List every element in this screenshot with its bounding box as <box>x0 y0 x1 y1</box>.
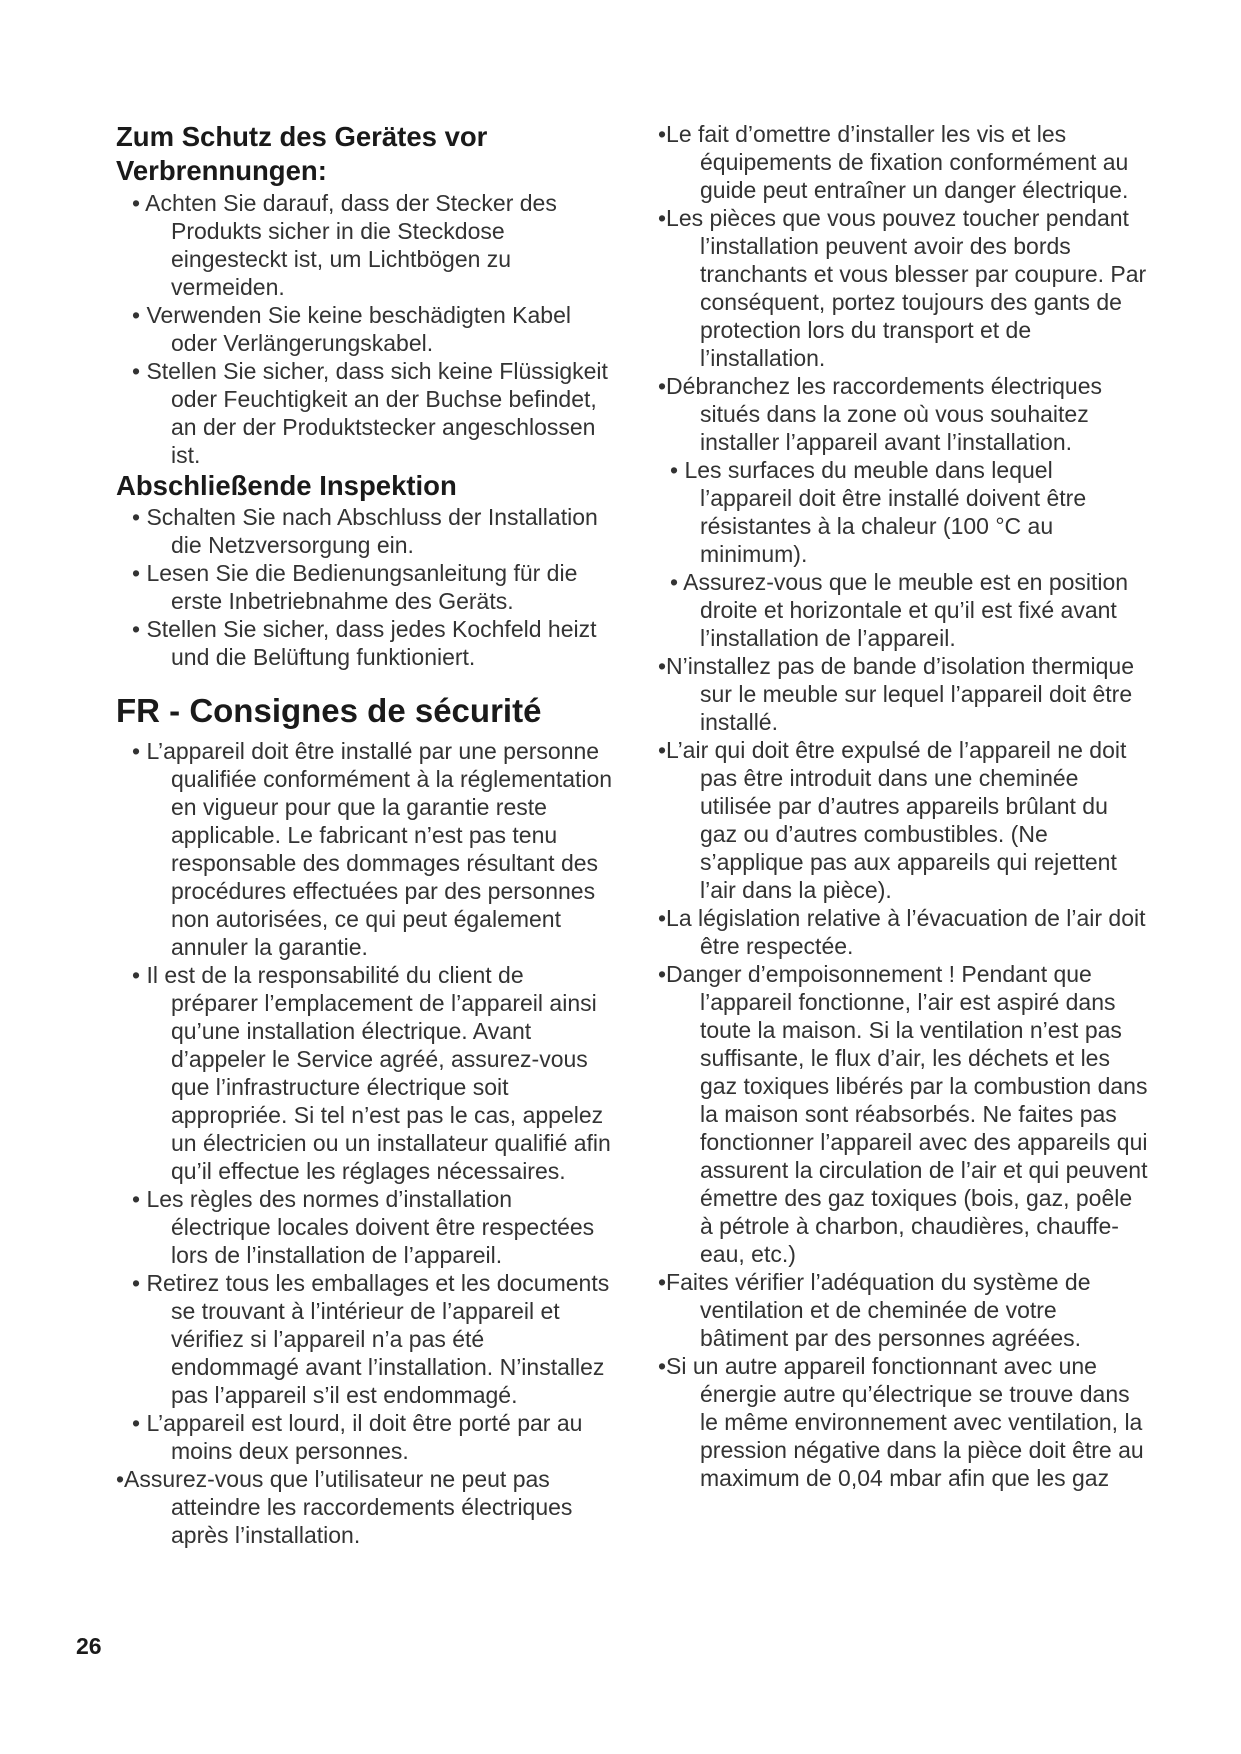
list-item: •Si un autre appareil fonctionnant avec une énergie autre qu’électrique se trouve dans le même environnement avec ventilation, la pression négative dans la pièce doit être au maximum de 0,04 mbar afin que les gaz <box>658 1353 1144 1491</box>
list-item: • Achten Sie darauf, dass der Stecker des Produkts sicher in die Steckdose eingesteckt ist, um Lichtbögen zu vermeiden. <box>132 190 557 300</box>
list-item: •Danger d’empoisonnement ! Pendant que l’appareil fonctionne, l’air est aspiré dans toute la maison. Si la ventilation n’est pas suffisante, le flux d’air, les déchets et les gaz toxiques libérés par la combustion dans la maison sont réabsorbés. Ne faites pas fonctionner l’appareil avec des appareils qui assurent la circulation de l’air et qui peuvent émettre des gaz toxiques (bois, gaz, poêle à pétrole à charbon, chaudières, chauffe-eau, etc.) <box>658 961 1148 1267</box>
list-item: • Stellen Sie sicher, dass jedes Kochfeld heizt und die Belüftung funktioniert. <box>132 616 597 670</box>
list-item: •La législation relative à l’évacuation de l’air doit être respectée. <box>658 905 1146 959</box>
page-number: 26 <box>76 1633 102 1659</box>
heading-fr-safety: FR - Consignes de sécurité <box>116 692 542 729</box>
list-item: • L’appareil doit être installé par une personne qualifiée conformément à la réglementation en vigueur pour que la garantie reste applicable. Le fabricant n’est pas tenu responsable des dommages résultant des procédures effectuées par des personnes non autorisées, ce qui peut également annuler la garantie. <box>132 738 613 960</box>
list-item: • Schalten Sie nach Abschluss der Installation die Netzversorgung ein. <box>132 504 598 558</box>
list-item: •Débranchez les raccordements électriques situés dans la zone où vous souhaitez installer l’appareil avant l’installation. <box>658 373 1102 455</box>
list-item: •L’air qui doit être expulsé de l’appareil ne doit pas être introduit dans une cheminée utilisée par d’autres appareils brûlant du gaz ou d’autres combustibles. (Ne s’applique pas aux appareils qui rejettent l’air dans la pièce). <box>658 737 1127 903</box>
list-item: • Lesen Sie die Bedienungsanleitung für die erste Inbetriebnahme des Geräts. <box>132 560 578 614</box>
heading-inspektion: Abschließende Inspektion <box>116 470 457 501</box>
fr-safety-list <box>116 737 616 1549</box>
list-item: •Le fait d’omettre d’installer les vis et les équipements de fixation conformément au guide peut entraîner un danger électrique. <box>658 121 1129 203</box>
list-item: • Verwenden Sie keine beschädigten Kabel oder Verlängerungskabel. <box>132 302 571 356</box>
list-item: • L’appareil est lourd, il doit être porté par au moins deux personnes. <box>132 1410 583 1464</box>
list-item: • Les règles des normes d’installation électrique locales doivent être respectées lors de l’installation de l’appareil. <box>132 1186 595 1268</box>
list-item: • Assurez-vous que le meuble est en position droite et horizontale et qu’il est fixé avant l’installation de l’appareil. <box>670 569 1129 651</box>
left-column <box>116 120 616 1549</box>
list-item: •N’installez pas de bande d’isolation thermique sur le meuble sur lequel l’appareil doit être installé. <box>658 653 1135 735</box>
schutz-list <box>116 189 616 469</box>
list-item: •Les pièces que vous pouvez toucher pendant l’installation peuvent avoir des bords tranchants et vous blesser par coupure. Par conséquent, portez toujours des gants de protection lors du transport et de l’installation. <box>658 205 1147 371</box>
list-item: • Stellen Sie sicher, dass sich keine Flüssigkeit oder Feuchtigkeit an der Buchse befindet, an der der Produktstecker angeschlossen ist. <box>132 358 608 468</box>
list-item: • Les surfaces du meuble dans lequel l’appareil doit être installé doivent être résistantes à la chaleur (100 °C au minimum). <box>670 457 1087 567</box>
right-column <box>658 120 1148 1492</box>
inspektion-list <box>116 503 616 671</box>
list-item: • Retirez tous les emballages et les documents se trouvant à l’intérieur de l’appareil et vérifiez si l’appareil n’a pas été endommagé avant l’installation. N’installez pas l’appareil s’il est endommagé. <box>132 1270 610 1408</box>
list-item: • Il est de la responsabilité du client de préparer l’emplacement de l’appareil ainsi qu’une installation électrique. Avant d’appeler le Service agréé, assurez-vous que l’infrastructure électrique soit appropriée. Si tel n’est pas le cas, appelez un électricien ou un installateur qualifié afin qu’il effectue les réglages nécessaires. <box>132 962 611 1184</box>
heading-schutz: Zum Schutz des Gerätes vor Verbrennungen: <box>116 121 488 186</box>
fr-safety-list-continued <box>658 120 1148 1492</box>
list-item: •Faites vérifier l’adéquation du système de ventilation et de cheminée de votre bâtiment par des personnes agréées. <box>658 1269 1091 1351</box>
list-item: •Assurez-vous que l’utilisateur ne peut pas atteindre les raccordements électriques après l’installation. <box>116 1466 573 1548</box>
